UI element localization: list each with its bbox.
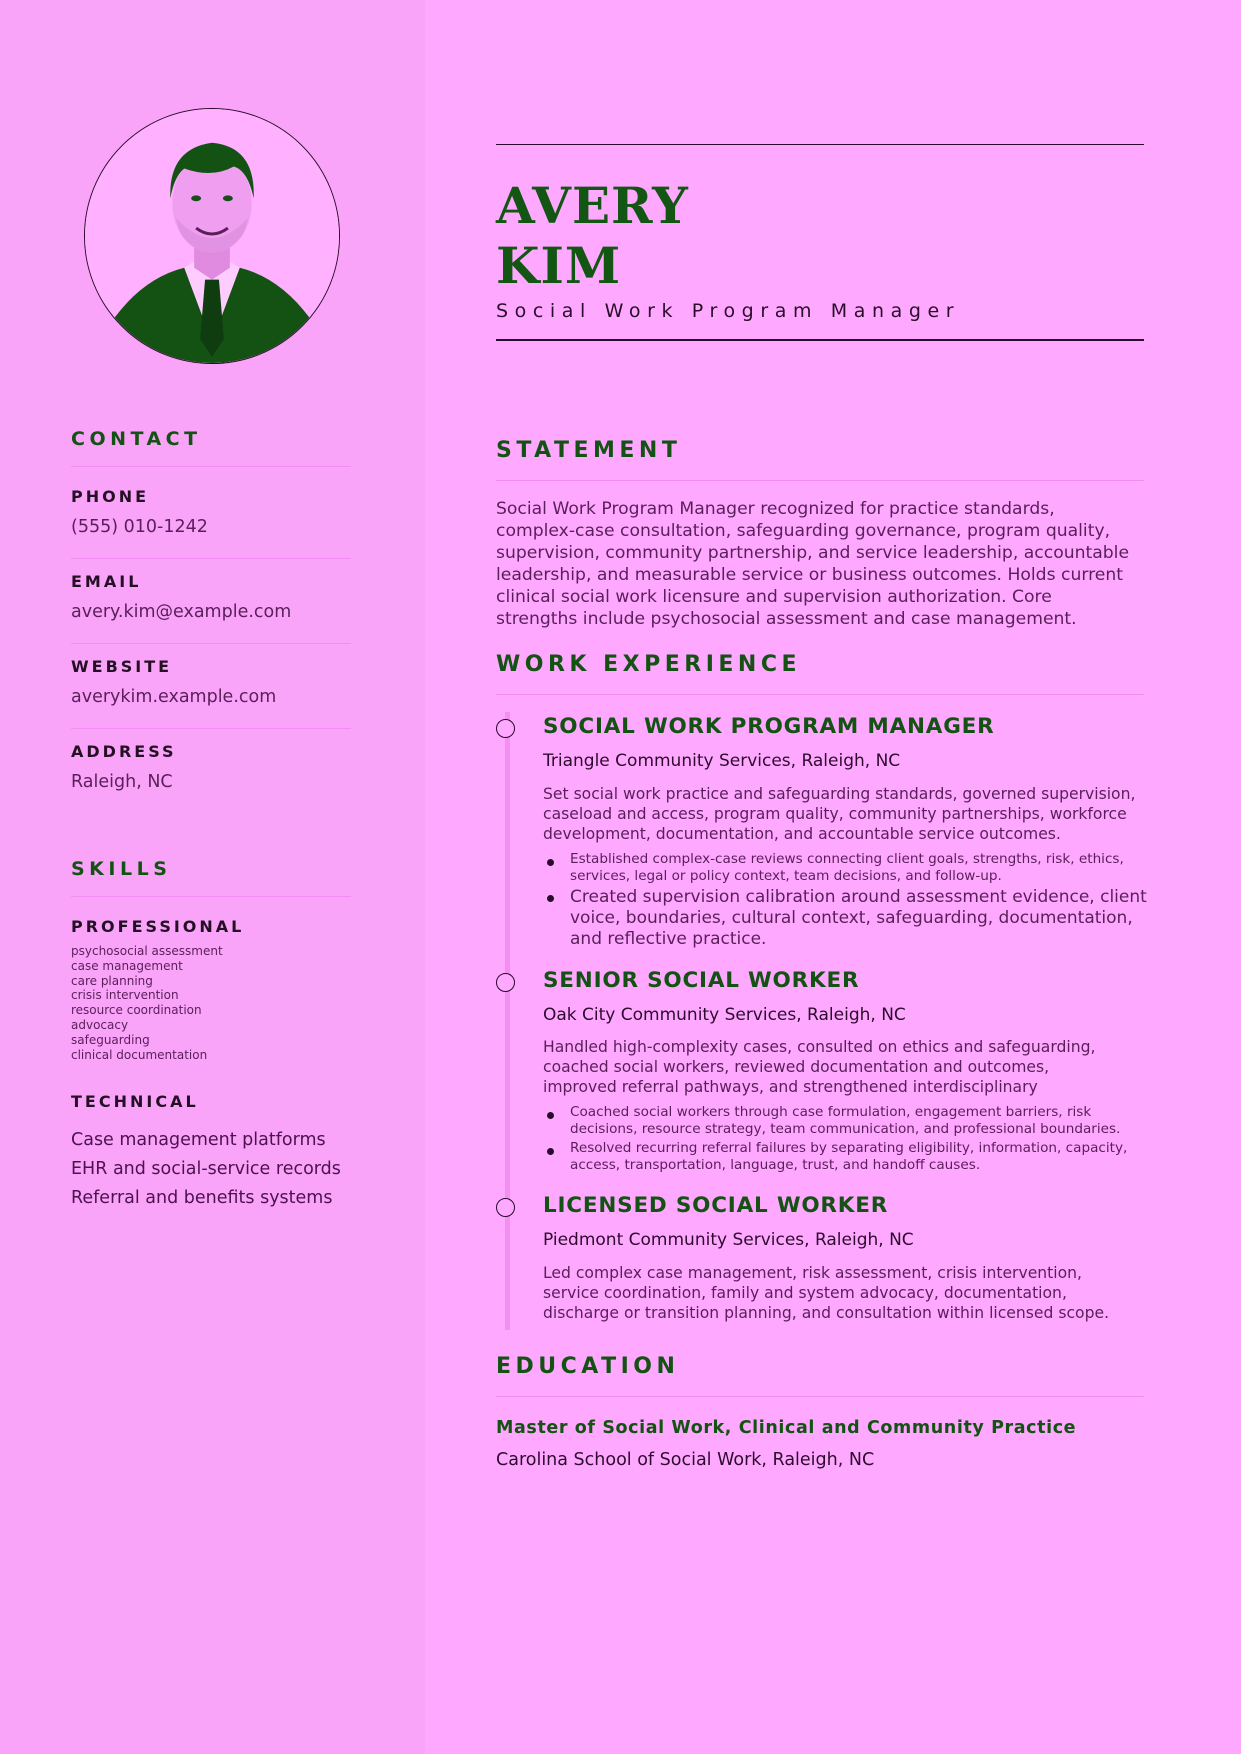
list-item: clinical documentation	[71, 1047, 208, 1062]
job-org: Triangle Community Services, Raleigh, NC	[543, 751, 901, 771]
technical-skills-list	[71, 1126, 341, 1213]
job-bullets	[543, 1104, 1149, 1176]
desc-line: Set social work practice and safeguarding standards, governed supervision,	[543, 785, 1136, 803]
list-item: advocacy	[71, 1017, 129, 1032]
list-item	[543, 1140, 1149, 1174]
desc-line: development, documentation, and accountable service outcomes.	[543, 825, 1061, 843]
statement-line: clinical social work licensure and supervision authorization. Core	[496, 587, 1052, 607]
profile-photo	[84, 108, 340, 364]
statement-line: supervision, community partnership, and service leadership, accountable	[496, 543, 1130, 563]
bullet-line: Established complex-case reviews connecting client goals, strengths, risk, ethics,	[570, 851, 1124, 867]
email-label: EMAIL	[71, 572, 142, 591]
statement-text	[496, 498, 1151, 630]
job-org: Oak City Community Services, Raleigh, NC	[543, 1005, 906, 1025]
website-label: WEBSITE	[71, 657, 173, 676]
list-item: EHR and social-service records	[71, 1159, 341, 1179]
address-label: ADDRESS	[71, 742, 177, 761]
timeline-bar	[505, 712, 510, 1330]
statement-line: Social Work Program Manager recognized for practice standards,	[496, 499, 1055, 519]
bullet-line: Created supervision calibration around assessment evidence, client	[570, 887, 1147, 907]
job-description	[543, 1037, 1149, 1097]
degree: Master of Social Work, Clinical and Community Practice	[496, 1418, 1077, 1438]
divider	[71, 643, 351, 644]
header-top-rule	[496, 144, 1144, 145]
divider	[71, 728, 351, 729]
job-description	[543, 784, 1149, 844]
bullet-line: Coached social workers through case formulation, engagement barriers, risk	[570, 1104, 1092, 1120]
statement-line: strengths include psychosocial assessment and case management.	[496, 609, 1077, 629]
technical-label: TECHNICAL	[71, 1092, 199, 1111]
statement-line: complex-case consultation, safeguarding governance, program quality,	[496, 521, 1111, 541]
bullet-line: voice, boundaries, cultural context, safeguarding, documentation,	[570, 908, 1133, 928]
desc-line: coached social workers, reviewed documentation and outcomes,	[543, 1058, 1050, 1076]
desc-line: caseload and access, program quality, community partnerships, workforce	[543, 805, 1127, 823]
list-item: case management	[71, 958, 183, 973]
desc-line: improved referral pathways, and strengthened interdisciplinary	[543, 1078, 1038, 1096]
desc-line: Handled high-complexity cases, consulted on ethics and safeguarding,	[543, 1038, 1096, 1056]
address-value: Raleigh, NC	[71, 772, 173, 792]
timeline-dot	[496, 973, 515, 992]
divider	[71, 558, 351, 559]
email-value[interactable]: avery.kim@example.com	[71, 602, 292, 622]
job-role: LICENSED SOCIAL WORKER	[543, 1193, 889, 1218]
list-item	[543, 1104, 1149, 1138]
professional-label: PROFESSIONAL	[71, 917, 245, 936]
phone-value: (555) 010-1242	[71, 517, 208, 537]
job-bullets	[543, 851, 1149, 950]
list-item: care planning	[71, 973, 153, 988]
job-role: SOCIAL WORK PROGRAM MANAGER	[543, 714, 995, 739]
desc-line: discharge or transition planning, and consultation within licensed scope.	[543, 1304, 1110, 1322]
bullet-line: decisions, resource strategy, team communication, and professional boundaries.	[570, 1121, 1121, 1137]
divider	[496, 694, 1144, 695]
work-experience-heading: WORK EXPERIENCE	[496, 652, 801, 677]
job-role: SENIOR SOCIAL WORKER	[543, 968, 860, 993]
list-item: safeguarding	[71, 1032, 150, 1047]
job-org: Piedmont Community Services, Raleigh, NC	[543, 1230, 914, 1250]
professional-skills-list	[71, 944, 223, 1062]
list-item: Referral and benefits systems	[71, 1188, 333, 1208]
bullet-line: services, legal or policy context, team decisions, and follow-up.	[570, 868, 1002, 884]
contact-heading: CONTACT	[71, 428, 202, 450]
divider	[71, 466, 351, 467]
first-name: AVERY	[496, 176, 689, 235]
skills-heading: SKILLS	[71, 858, 172, 880]
desc-line: service coordination, family and system advocacy, documentation,	[543, 1284, 1067, 1302]
job-title: Social Work Program Manager	[496, 300, 961, 322]
bullet-line: access, transportation, language, trust, and handoff causes.	[570, 1157, 981, 1173]
statement-heading: STATEMENT	[496, 438, 682, 463]
list-item: psychosocial assessment	[71, 944, 223, 958]
education-heading: EDUCATION	[496, 1354, 680, 1379]
list-item: crisis intervention	[71, 988, 179, 1003]
divider	[496, 1396, 1144, 1397]
phone-label: PHONE	[71, 487, 150, 506]
divider	[496, 480, 1144, 481]
website-value[interactable]: averykim.example.com	[71, 687, 277, 707]
bullet-line: Resolved recurring referral failures by separating eligibility, information, capacity,	[570, 1140, 1128, 1156]
job-description	[543, 1263, 1149, 1323]
last-name: KIM	[496, 236, 622, 295]
list-item: resource coordination	[71, 1003, 202, 1018]
statement-line: leadership, and measurable service or business outcomes. Holds current	[496, 565, 1124, 585]
school: Carolina School of Social Work, Raleigh, NC	[496, 1450, 875, 1470]
timeline-dot	[496, 1198, 515, 1217]
desc-line: Led complex case management, risk assessment, crisis intervention,	[543, 1264, 1082, 1282]
divider	[71, 896, 351, 897]
timeline-dot	[496, 719, 515, 738]
list-item: Case management platforms	[71, 1130, 326, 1150]
list-item	[543, 851, 1149, 885]
list-item	[543, 887, 1149, 950]
bullet-line: and reflective practice.	[570, 929, 767, 949]
header-bottom-rule	[496, 339, 1144, 341]
portrait-image	[85, 109, 339, 363]
